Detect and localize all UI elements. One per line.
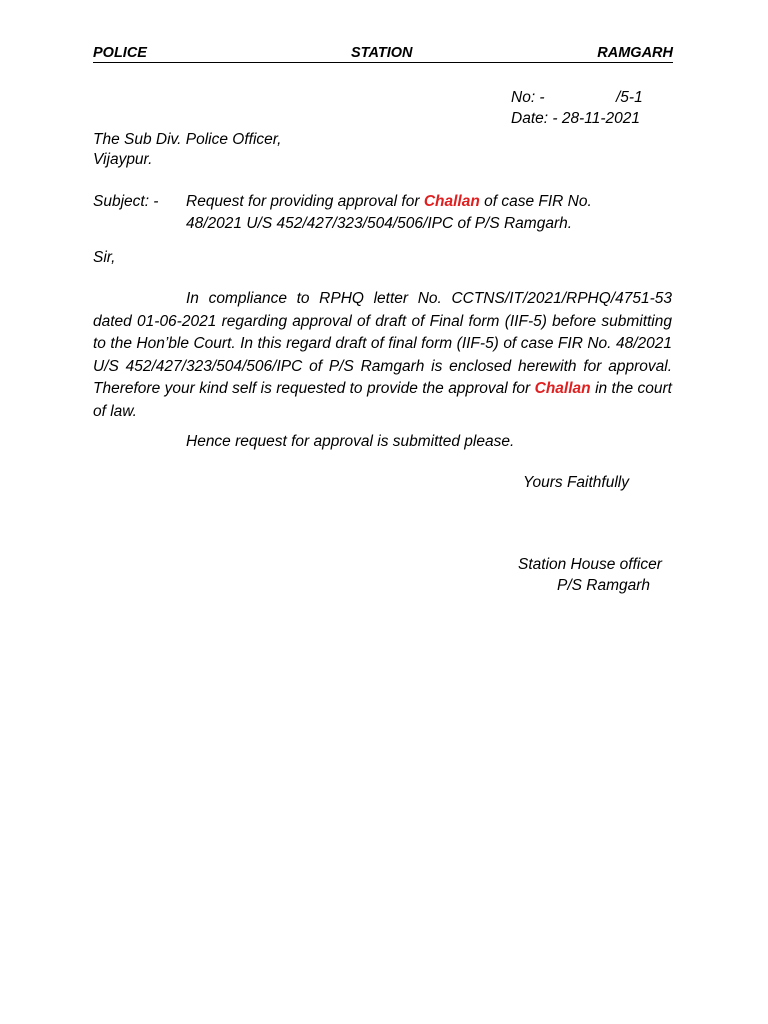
- salutation: Sir,: [93, 249, 116, 266]
- signatory-station: P/S Ramgarh: [557, 577, 651, 594]
- body-text-before: In compliance to RPHQ letter No. CCTNS/IT/2021/RPHQ/4751-53 dated 01-06-2021 regarding approval of draft of Final form (IIF-5) before submitting to the Hon’ble Court. In this regard draft of final form (IIF-5) of case FIR No. 48/2021 U/S 452/427/323/504/506/IPC of P/S Ramgarh is enclosed herewith for approval. Therefore your kind self is requested to provide the approval for: [93, 290, 672, 397]
- subject-text-after: of case FIR No.: [484, 193, 592, 210]
- header-left: POLICE: [93, 45, 147, 61]
- subject-line-2: 48/2021 U/S 452/427/323/504/506/IPC of P/S Ramgarh.: [186, 215, 573, 232]
- body-highlight: Challan: [534, 380, 591, 397]
- letter-header: [93, 44, 673, 63]
- recipient-line-1: The Sub Div. Police Officer,: [93, 131, 282, 148]
- subject-highlight: Challan: [423, 193, 480, 210]
- subject-line-1: [186, 193, 592, 211]
- reference-number: [511, 89, 643, 107]
- reference-number-label: No: -: [511, 89, 545, 106]
- closing-request: Hence request for approval is submitted please.: [186, 433, 515, 450]
- body-text-after: in the court of law.: [93, 380, 672, 420]
- recipient-line-2: Vijaypur.: [93, 151, 153, 168]
- body-paragraph: [93, 288, 672, 423]
- reference-number-value: /5-1: [616, 89, 643, 106]
- header-right: RAMGARH: [597, 45, 673, 61]
- letter-date: Date: - 28-11-2021: [511, 110, 640, 127]
- subject-text-before: Request for providing approval for: [186, 193, 420, 210]
- valediction: Yours Faithfully: [523, 474, 629, 491]
- signatory-title: Station House officer: [518, 556, 662, 573]
- subject-label: Subject: -: [93, 193, 159, 210]
- header-middle: STATION: [351, 45, 413, 61]
